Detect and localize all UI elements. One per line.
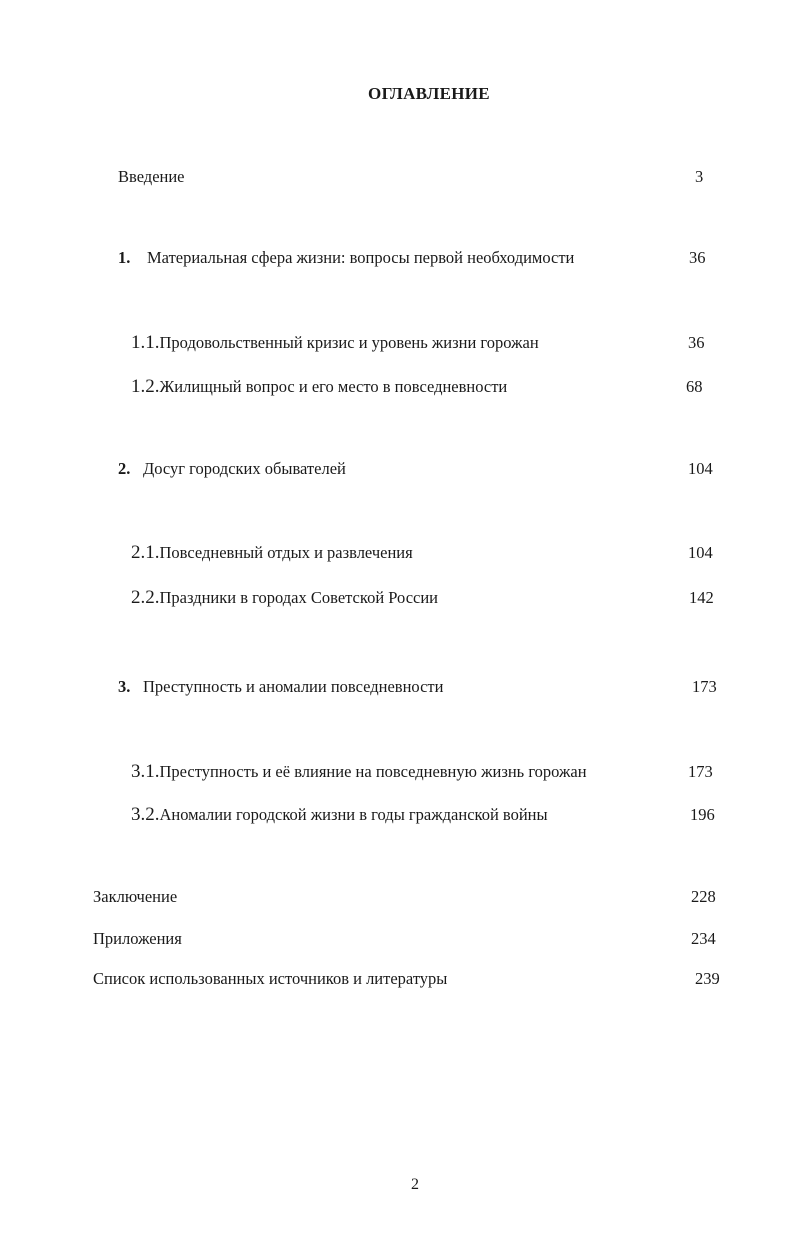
section-number: 3.2.	[131, 804, 160, 825]
section-number: 2.1.	[131, 542, 160, 563]
toc-page-number: 239	[695, 969, 720, 988]
toc-entry-bibliography	[93, 967, 447, 991]
chapter-number: 1.	[118, 248, 131, 267]
toc-entry-chapter-1	[118, 246, 574, 270]
chapter-number: 2.	[118, 459, 131, 478]
toc-entry-label: Повседневный отдых и развлечения	[159, 543, 413, 562]
toc-page-number: 3	[695, 167, 704, 186]
toc-page-number: 68	[686, 377, 703, 396]
toc-entry-label: Досуг городских обывателей	[143, 459, 346, 478]
toc-entry-label: Праздники в городах Советской России	[159, 588, 439, 607]
toc-entry-label: Введение	[118, 167, 185, 186]
toc-entry-chapter-2	[118, 457, 346, 481]
toc-entry-chapter-3	[118, 675, 443, 699]
toc-page-number: 36	[688, 333, 705, 352]
toc-entry-label: Преступность и её влияние на повседневную жизнь горожан	[159, 762, 587, 781]
toc-entry-section-3-1	[131, 760, 587, 784]
toc-page-number: 36	[689, 248, 706, 267]
toc-entry-section-1-2	[131, 375, 507, 399]
toc-entry-label: Заключение	[93, 887, 178, 906]
section-number: 2.2.	[131, 587, 160, 608]
toc-entry-label: Аномалии городской жизни в годы гражданской войны	[159, 805, 548, 824]
toc-page-number: 173	[692, 677, 717, 696]
toc-page-number: 196	[690, 805, 715, 824]
toc-entry-label: Продовольственный кризис и уровень жизни горожан	[159, 333, 539, 352]
toc-page-number: 173	[688, 762, 713, 781]
toc-entry-label: Список использованных источников и литературы	[93, 969, 448, 988]
toc-entry-section-3-2	[131, 803, 548, 827]
toc-entry-appendices	[93, 927, 182, 951]
toc-entry-label: Жилищный вопрос и его место в повседневности	[159, 377, 508, 396]
chapter-number: 3.	[118, 677, 131, 696]
page-title: ОГЛАВЛЕНИЕ	[368, 84, 490, 103]
toc-entry-section-1-1	[131, 331, 539, 355]
section-number: 3.1.	[131, 761, 160, 782]
toc-page-number: 104	[688, 459, 713, 478]
toc-entry-intro	[118, 165, 185, 189]
toc-page-number: 104	[688, 543, 713, 562]
section-number: 1.1.	[131, 332, 160, 353]
toc-page-number: 142	[689, 588, 714, 607]
footer-page-number: 2	[411, 1176, 419, 1193]
toc-entry-section-2-2	[131, 586, 438, 610]
toc-entry-conclusion	[93, 885, 177, 909]
toc-page-number: 228	[691, 887, 716, 906]
toc-entry-label: Преступность и аномалии повседневности	[143, 677, 444, 696]
toc-page-number: 234	[691, 929, 716, 948]
toc-entry-label: Материальная сфера жизни: вопросы первой необходимости	[147, 248, 575, 267]
toc-entry-label: Приложения	[93, 929, 182, 948]
toc-entry-section-2-1	[131, 541, 413, 565]
section-number: 1.2.	[131, 376, 160, 397]
